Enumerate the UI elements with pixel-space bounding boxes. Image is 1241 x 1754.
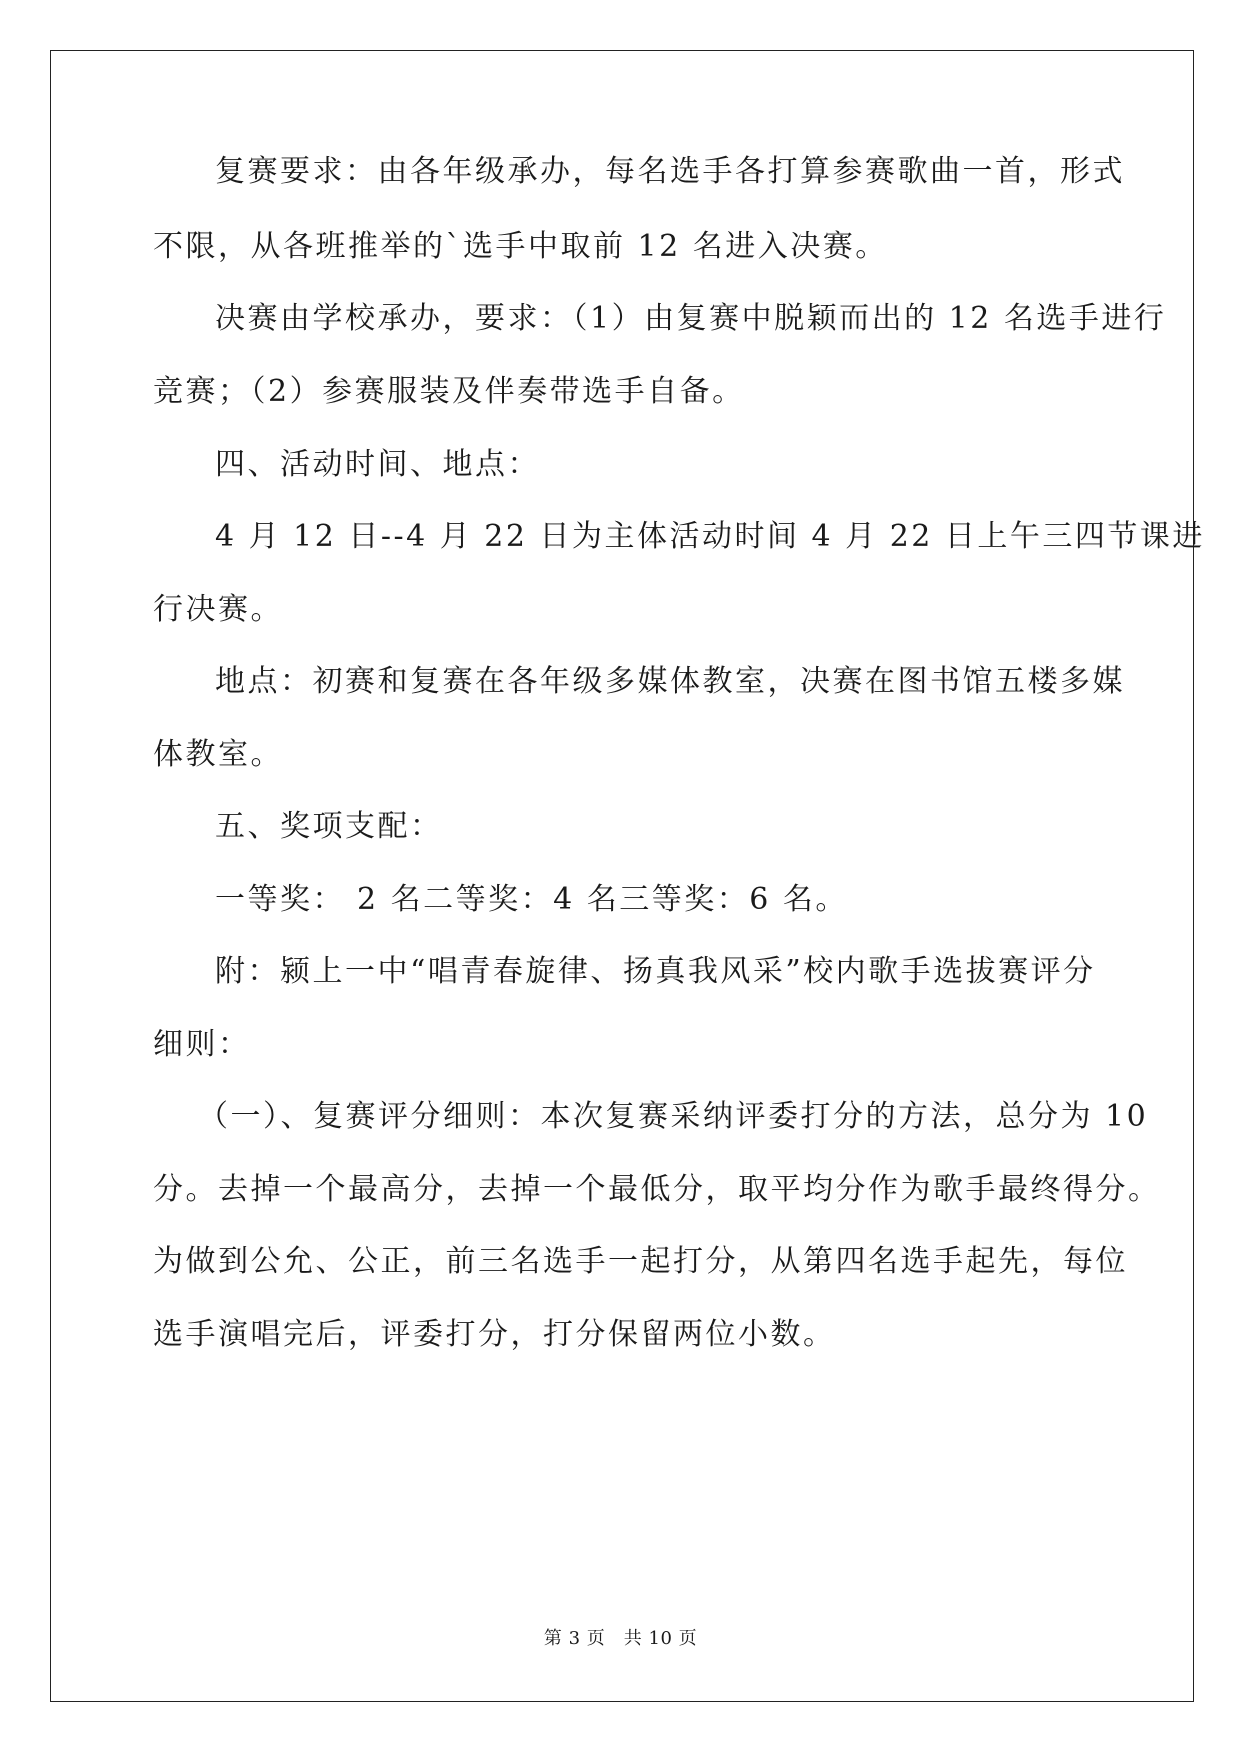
section-heading-awards: 五、奖项支配： (215, 809, 443, 844)
paragraph-dates-line-1: 4 月 12 日--4 月 22 日为主体活动时间 4 月 22 日上午三四节课进 (215, 519, 1205, 554)
paragraph-2-line-2: 竞赛；（2）参赛服装及伴奏带选手自备。 (153, 374, 745, 409)
paragraph-scoring-line-4: 选手演唱完后，评委打分，打分保留两位小数。 (153, 1317, 836, 1352)
paragraph-scoring-line-3: 为做到公允、公正，前三名选手一起打分，从第四名选手起先，每位 (153, 1244, 1128, 1279)
page-border (50, 50, 1194, 1702)
paragraph-1-line-1: 复赛要求：由各年级承办，每名选手各打算参赛歌曲一首，形式 (215, 154, 1125, 189)
page-footer: 第 3 页 共 10 页 (543, 1628, 698, 1649)
paragraph-location-line-1: 地点：初赛和复赛在各年级多媒体教室，决赛在图书馆五楼多媒 (215, 664, 1125, 699)
paragraph-scoring-line-2: 分。去掉一个最高分，去掉一个最低分，取平均分作为歌手最终得分。 (153, 1172, 1161, 1207)
paragraph-appendix-line-1: 附：颍上一中“唱青春旋律、扬真我风采”校内歌手选拔赛评分 (215, 954, 1096, 989)
section-heading-activity-time: 四、活动时间、地点： (215, 447, 540, 482)
paragraph-dates-line-2: 行决赛。 (153, 592, 283, 627)
paragraph-2-line-1: 决赛由学校承办，要求：（1）由复赛中脱颖而出的 12 名选手进行 (215, 301, 1167, 336)
paragraph-scoring-line-1: （一）、复赛评分细则：本次复赛采纳评委打分的方法，总分为 10 (198, 1099, 1149, 1134)
paragraph-appendix-line-2: 细则： (153, 1027, 251, 1062)
paragraph-awards: 一等奖： 2 名二等奖：4 名三等奖：6 名。 (215, 882, 848, 917)
paragraph-1-line-2: 不限，从各班推举的`选手中取前 12 名进入决赛。 (153, 229, 888, 264)
paragraph-location-line-2: 体教室。 (153, 737, 283, 772)
